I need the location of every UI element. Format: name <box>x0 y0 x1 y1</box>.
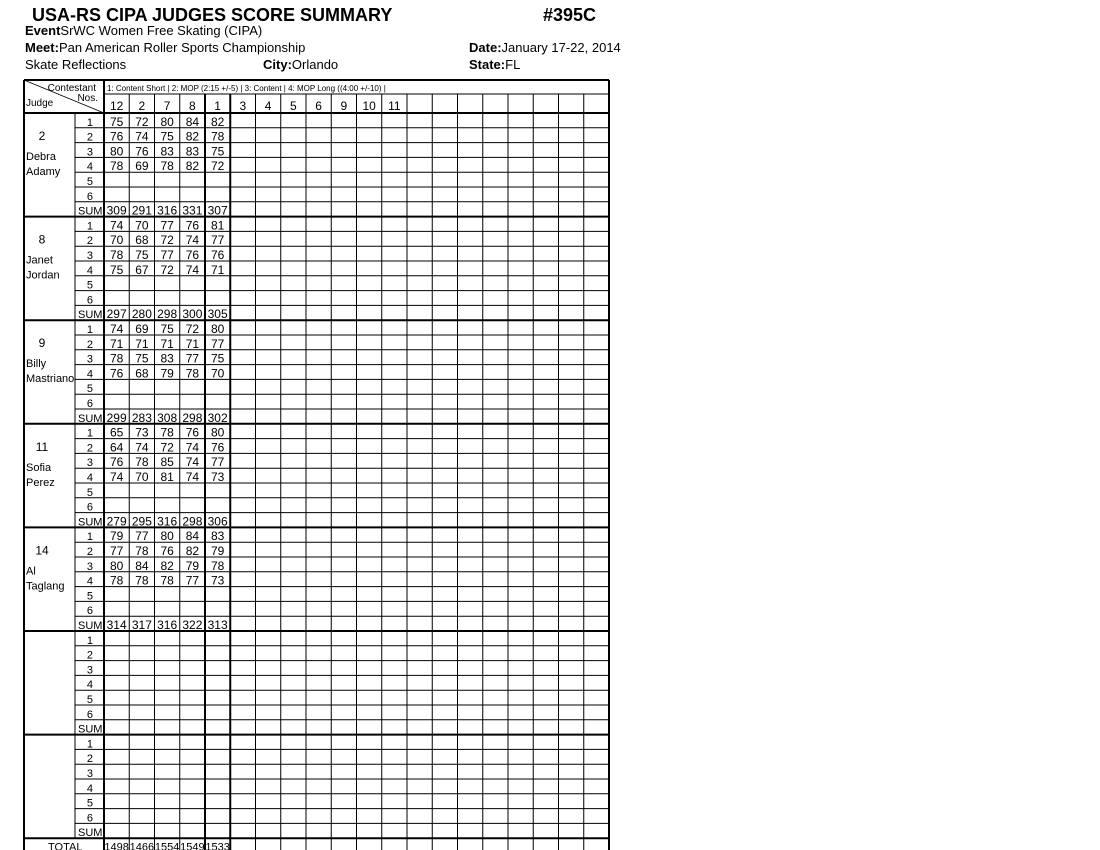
contestant-number: 4 <box>264 99 272 113</box>
score-cell: 78 <box>109 159 124 174</box>
sum-cell: 316 <box>157 618 178 632</box>
sum-cell: 279 <box>106 514 127 529</box>
score-cell: 78 <box>135 573 149 588</box>
meet-line: Meet:Pan American Roller Sports Championship <box>25 40 306 55</box>
score-cell: 73 <box>210 470 225 484</box>
score-cell: 71 <box>210 262 225 277</box>
sum-label: SUM <box>78 412 103 425</box>
score-cell: 72 <box>160 233 174 248</box>
total-cell: 1549 <box>180 841 205 850</box>
score-cell: 70 <box>135 470 149 484</box>
score-cell: 78 <box>160 159 174 174</box>
event-label: Event <box>25 23 61 38</box>
score-cell: 72 <box>185 322 200 336</box>
score-cell: 70 <box>109 233 124 248</box>
score-cell: 78 <box>109 248 124 262</box>
score-cell: 83 <box>160 144 174 159</box>
sum-cell: 313 <box>207 618 228 632</box>
total-label: TOTAL <box>48 841 83 850</box>
score-cell: 84 <box>185 114 200 129</box>
sum-cell: 331 <box>182 203 203 218</box>
judge-last-name: Taglang <box>26 580 65 593</box>
judge-last-name: Jordan <box>26 269 60 282</box>
judge-number: 2 <box>38 129 46 143</box>
score-cell: 68 <box>135 233 149 248</box>
city-label: City <box>263 57 288 72</box>
judge-number: 8 <box>38 232 46 247</box>
score-cell: 76 <box>210 440 225 455</box>
score-cell: 80 <box>109 558 124 573</box>
score-cell: 76 <box>185 425 200 440</box>
category-number: 6 <box>86 708 93 721</box>
score-cell: 77 <box>185 351 200 366</box>
score-cell: 72 <box>210 159 225 174</box>
category-number: 2 <box>86 753 93 766</box>
category-number: 5 <box>86 383 93 396</box>
score-cell: 65 <box>109 425 124 440</box>
score-cell: 77 <box>160 218 174 233</box>
score-cell: 74 <box>185 470 200 484</box>
date-line: Date:January 17-22, 2014 <box>469 40 621 55</box>
sum-label: SUM <box>78 309 103 322</box>
contestant-number: 6 <box>315 99 322 113</box>
city-line: City:Orlando <box>263 57 339 72</box>
score-cell: 80 <box>160 114 174 129</box>
corner-contestant-label: Contestant <box>47 83 96 94</box>
category-number: 3 <box>86 560 93 573</box>
category-number: 2 <box>86 546 93 558</box>
judge-first-name: Billy <box>26 358 47 371</box>
score-cell: 74 <box>135 440 149 455</box>
category-number: 3 <box>86 457 93 470</box>
category-number: 5 <box>86 797 93 810</box>
score-cell: 72 <box>160 440 174 455</box>
category-number: 6 <box>86 812 93 825</box>
score-cell: 81 <box>210 218 225 233</box>
score-cell: 82 <box>160 558 174 573</box>
category-number: 3 <box>86 664 93 677</box>
score-cell: 64 <box>109 440 124 455</box>
sum-label: SUM <box>78 827 103 840</box>
score-cell: 71 <box>185 336 200 351</box>
score-cell: 77 <box>109 544 124 558</box>
sum-cell: 291 <box>131 203 152 218</box>
category-number: 2 <box>86 131 93 144</box>
score-cell: 74 <box>109 470 124 484</box>
score-cell: 85 <box>160 455 174 470</box>
score-cell: 80 <box>160 529 174 544</box>
category-number: 5 <box>86 176 93 188</box>
score-cell: 76 <box>109 129 124 144</box>
score-cell: 78 <box>185 366 200 381</box>
category-number: 1 <box>86 634 93 647</box>
score-cell: 78 <box>135 544 149 558</box>
score-cell: 82 <box>185 159 200 174</box>
score-cell: 80 <box>109 144 124 159</box>
sum-cell: 298 <box>182 410 203 425</box>
score-cell: 84 <box>135 558 149 573</box>
sum-cell: 283 <box>131 410 152 425</box>
corner-judge-label: Judge <box>26 98 54 109</box>
category-number: 4 <box>86 161 93 174</box>
score-cell: 78 <box>210 129 225 144</box>
page-title: USA-RS CIPA JUDGES SCORE SUMMARY <box>32 5 393 25</box>
corner-nos-label: Nos. <box>77 93 98 104</box>
sum-cell: 298 <box>157 307 178 322</box>
category-number: 1 <box>86 738 93 751</box>
sum-cell: 299 <box>106 410 127 425</box>
score-cell: 76 <box>135 144 149 159</box>
score-cell: 79 <box>210 544 225 558</box>
score-cell: 75 <box>135 351 149 366</box>
category-number: 1 <box>86 427 93 440</box>
score-legend: 1: Content Short | 2: MOP (2:15 +/-5) | 3: Content | 4: MOP Long ((4:00 +/-10) | <box>107 84 386 93</box>
score-cell: 84 <box>185 529 200 544</box>
contestant-number: 12 <box>109 99 124 113</box>
score-cell: 78 <box>160 425 174 440</box>
score-cell: 76 <box>109 366 124 381</box>
category-number: 4 <box>86 264 93 277</box>
score-cell: 83 <box>210 529 225 544</box>
score-cell: 75 <box>160 322 174 336</box>
state-label: State <box>469 57 501 72</box>
sum-cell: 295 <box>131 514 152 529</box>
sum-label: SUM <box>78 723 103 736</box>
category-number: 5 <box>86 279 93 292</box>
judge-number: 11 <box>35 439 49 454</box>
category-number: 6 <box>86 605 93 618</box>
category-number: 1 <box>86 116 93 129</box>
category-number: 2 <box>86 338 93 351</box>
category-number: 4 <box>86 472 93 484</box>
score-cell: 76 <box>160 544 174 558</box>
category-number: 5 <box>86 590 93 603</box>
judge-first-name: Debra <box>26 151 56 163</box>
contestant-number: 1 <box>214 99 221 113</box>
judge-first-name: Sofia <box>26 461 52 474</box>
score-cell: 78 <box>160 573 174 588</box>
score-cell: 74 <box>185 233 200 248</box>
score-cell: 69 <box>135 159 149 174</box>
score-cell: 73 <box>135 425 149 440</box>
category-number: 5 <box>86 694 93 706</box>
state-value: FL <box>505 57 521 72</box>
judge-last-name: Perez <box>26 476 55 489</box>
score-cell: 79 <box>160 366 174 381</box>
category-number: 6 <box>86 190 93 203</box>
judge-last-name: Mastriano <box>26 373 75 386</box>
total-cell: 1554 <box>154 841 180 850</box>
event-value: SrWC Women Free Skating (CIPA) <box>60 23 263 38</box>
score-cell: 76 <box>185 218 200 233</box>
score-cell: 72 <box>135 114 149 129</box>
score-cell: 75 <box>135 248 149 262</box>
sum-label: SUM <box>78 620 103 632</box>
score-cell: 72 <box>160 262 174 277</box>
score-cell: 79 <box>109 529 124 544</box>
city-value: Orlando <box>291 57 339 72</box>
score-cell: 82 <box>210 114 225 129</box>
sum-cell: 297 <box>106 307 127 322</box>
meet-value: Pan American Roller Sports Championship <box>58 40 306 55</box>
sum-cell: 307 <box>207 203 228 218</box>
score-cell: 83 <box>160 351 174 366</box>
score-cell: 69 <box>135 322 149 336</box>
sum-cell: 280 <box>131 307 152 322</box>
score-cell: 73 <box>210 573 225 588</box>
score-cell: 77 <box>210 233 225 248</box>
score-cell: 75 <box>160 129 174 144</box>
score-cell: 81 <box>160 470 174 484</box>
score-cell: 74 <box>135 129 149 144</box>
sum-label: SUM <box>78 516 103 529</box>
contestant-number: 10 <box>362 99 376 113</box>
score-cell: 70 <box>135 218 149 233</box>
score-cell: 67 <box>135 262 149 277</box>
meet-label: Meet <box>25 40 55 55</box>
category-number: 4 <box>86 782 93 795</box>
total-cell: 1498 <box>104 841 129 850</box>
score-cell: 71 <box>135 336 149 351</box>
category-number: 4 <box>86 679 93 692</box>
contestant-number: 11 <box>388 99 401 113</box>
sum-cell: 305 <box>207 307 228 322</box>
category-number: 4 <box>86 368 93 381</box>
sum-cell: 314 <box>106 618 127 632</box>
score-cell: 76 <box>210 248 225 262</box>
score-cell: 76 <box>109 455 124 470</box>
sum-cell: 298 <box>182 514 203 529</box>
score-cell: 82 <box>185 129 200 144</box>
judge-number: 14 <box>35 543 49 558</box>
category-number: 1 <box>86 324 93 336</box>
judge-first-name: Janet <box>26 254 53 267</box>
total-cell: 1533 <box>205 841 230 850</box>
score-cell: 78 <box>109 573 124 588</box>
score-cell: 80 <box>210 322 225 336</box>
form-code: #395C <box>543 5 597 25</box>
score-cell: 68 <box>135 366 149 381</box>
score-cell: 78 <box>210 558 225 573</box>
sum-cell: 306 <box>207 514 228 529</box>
score-cell: 74 <box>185 262 200 277</box>
score-cell: 71 <box>109 336 124 351</box>
category-number: 2 <box>86 442 93 455</box>
score-cell: 74 <box>109 322 124 336</box>
score-cell: 75 <box>210 351 225 366</box>
score-cell: 75 <box>109 262 124 277</box>
sum-cell: 302 <box>207 410 228 425</box>
category-number: 2 <box>86 649 93 662</box>
category-number: 6 <box>86 501 93 514</box>
sum-label: SUM <box>78 205 103 218</box>
score-cell: 78 <box>135 455 149 470</box>
score-cell: 75 <box>210 144 225 159</box>
contestant-number: 2 <box>138 99 146 113</box>
date-label: Date <box>469 40 498 55</box>
sum-cell: 309 <box>106 203 127 218</box>
score-cell: 70 <box>210 366 225 381</box>
date-value: January 17-22, 2014 <box>501 40 621 55</box>
score-cell: 83 <box>185 144 200 159</box>
state-line: State:FL <box>469 57 521 72</box>
score-cell: 76 <box>185 248 200 262</box>
total-cell: 1466 <box>129 841 155 850</box>
judge-last-name: Adamy <box>26 166 61 178</box>
sum-cell: 316 <box>157 203 178 218</box>
category-number: 1 <box>86 531 93 544</box>
category-number: 3 <box>86 768 93 780</box>
category-number: 3 <box>86 146 93 159</box>
score-cell: 82 <box>185 544 200 558</box>
category-number: 4 <box>86 575 93 588</box>
score-cell: 79 <box>185 558 200 573</box>
category-number: 6 <box>86 294 93 307</box>
club-name: Skate Reflections <box>25 57 127 72</box>
contestant-number: 7 <box>163 99 171 113</box>
score-cell: 77 <box>210 336 225 351</box>
sum-cell: 300 <box>182 307 203 322</box>
category-number: 3 <box>86 353 93 366</box>
score-cell: 77 <box>185 573 200 588</box>
score-cell: 77 <box>135 529 149 544</box>
sum-cell: 308 <box>157 410 178 425</box>
score-cell: 75 <box>109 114 124 129</box>
contestant-number: 3 <box>239 99 247 113</box>
contestant-number: 9 <box>340 99 348 113</box>
sum-cell: 322 <box>182 618 203 632</box>
score-cell: 77 <box>160 248 174 262</box>
category-number: 6 <box>86 398 93 410</box>
sum-cell: 316 <box>157 514 178 529</box>
category-number: 2 <box>86 235 93 248</box>
score-cell: 71 <box>160 336 174 351</box>
score-cell: 78 <box>109 351 124 366</box>
sum-cell: 317 <box>131 618 152 632</box>
judge-number: 9 <box>38 336 46 351</box>
category-number: 1 <box>86 220 93 233</box>
contestant-number: 5 <box>290 99 297 113</box>
score-cell: 77 <box>210 455 225 470</box>
judge-first-name: Al <box>26 565 36 578</box>
score-cell: 74 <box>185 440 200 455</box>
contestant-number: 8 <box>189 99 196 113</box>
category-number: 5 <box>86 486 93 499</box>
score-cell: 74 <box>185 455 200 470</box>
category-number: 3 <box>86 250 93 262</box>
score-cell: 80 <box>210 425 225 440</box>
score-cell: 74 <box>109 218 124 233</box>
